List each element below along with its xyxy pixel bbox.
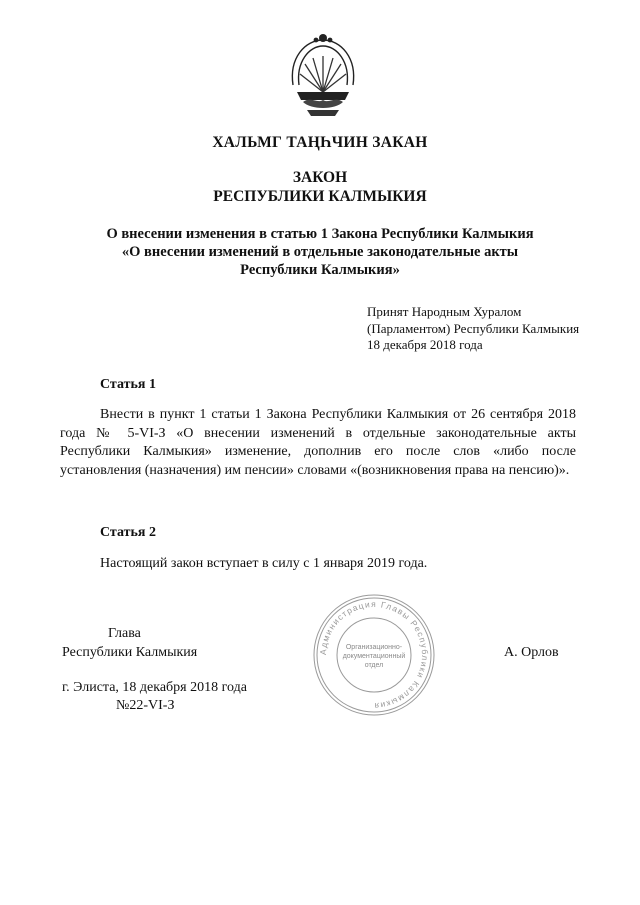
- law-number: №22-VI-З: [116, 698, 175, 713]
- place-date: г. Элиста, 18 декабря 2018 года: [62, 680, 247, 695]
- seal-center-line2: документационный: [342, 653, 406, 660]
- law-subject: [60, 225, 580, 279]
- law-title-line2: РЕСПУБЛИКИ КАЛМЫКИЯ: [213, 188, 427, 205]
- article1-heading: Статья 1: [100, 377, 156, 392]
- signatory-position-line2: Республики Калмыкия: [62, 645, 198, 660]
- adopted-line1: Принят Народным Хуралом: [367, 304, 522, 319]
- article2-heading: Статья 2: [100, 525, 156, 540]
- kalmyk-title: ХАЛЬМГ ТАҢҺЧИН ЗАКАН: [212, 134, 428, 151]
- adopted-line3: 18 декабря 2018 года: [367, 337, 483, 352]
- law-title-line1: ЗАКОН: [292, 169, 348, 186]
- subject-line2: «О внесении изменений в отдельные законодательные акты: [121, 244, 519, 260]
- seal-center-line3: отдел: [364, 662, 384, 669]
- seal-center-line1: Организационно-: [345, 644, 403, 651]
- coat-of-arms-icon: [283, 30, 363, 120]
- adoption-note: [367, 304, 579, 354]
- signatory-position-line1: Глава: [108, 626, 141, 641]
- law-title: [0, 168, 640, 206]
- official-seal-icon: [311, 592, 437, 718]
- signatory-name: А. Орлов: [504, 645, 559, 660]
- article2-text: Настоящий закон вступает в силу с 1 января 2019 года.: [100, 556, 428, 571]
- article1-text: Внести в пункт 1 статьи 1 Закона Республики Калмыкия от 26 сентября 2018 года № 5-VI-З «О внесении изменений в отдельные законодательные акты Республики Калмыкия» изменение, дополнив его после слов «либо после установления (назначения) им пенсии» словами «(возникновения права на пенсию)».: [60, 407, 576, 478]
- subject-line3: Республики Калмыкия»: [240, 262, 400, 278]
- subject-line1: О внесении изменения в статью 1 Закона Республики Калмыкия: [106, 226, 534, 242]
- adopted-line2: (Парламентом) Республики Калмыкия: [367, 320, 580, 336]
- seal-ring-text: Администрация Главы Республики Калмыкия: [317, 598, 431, 712]
